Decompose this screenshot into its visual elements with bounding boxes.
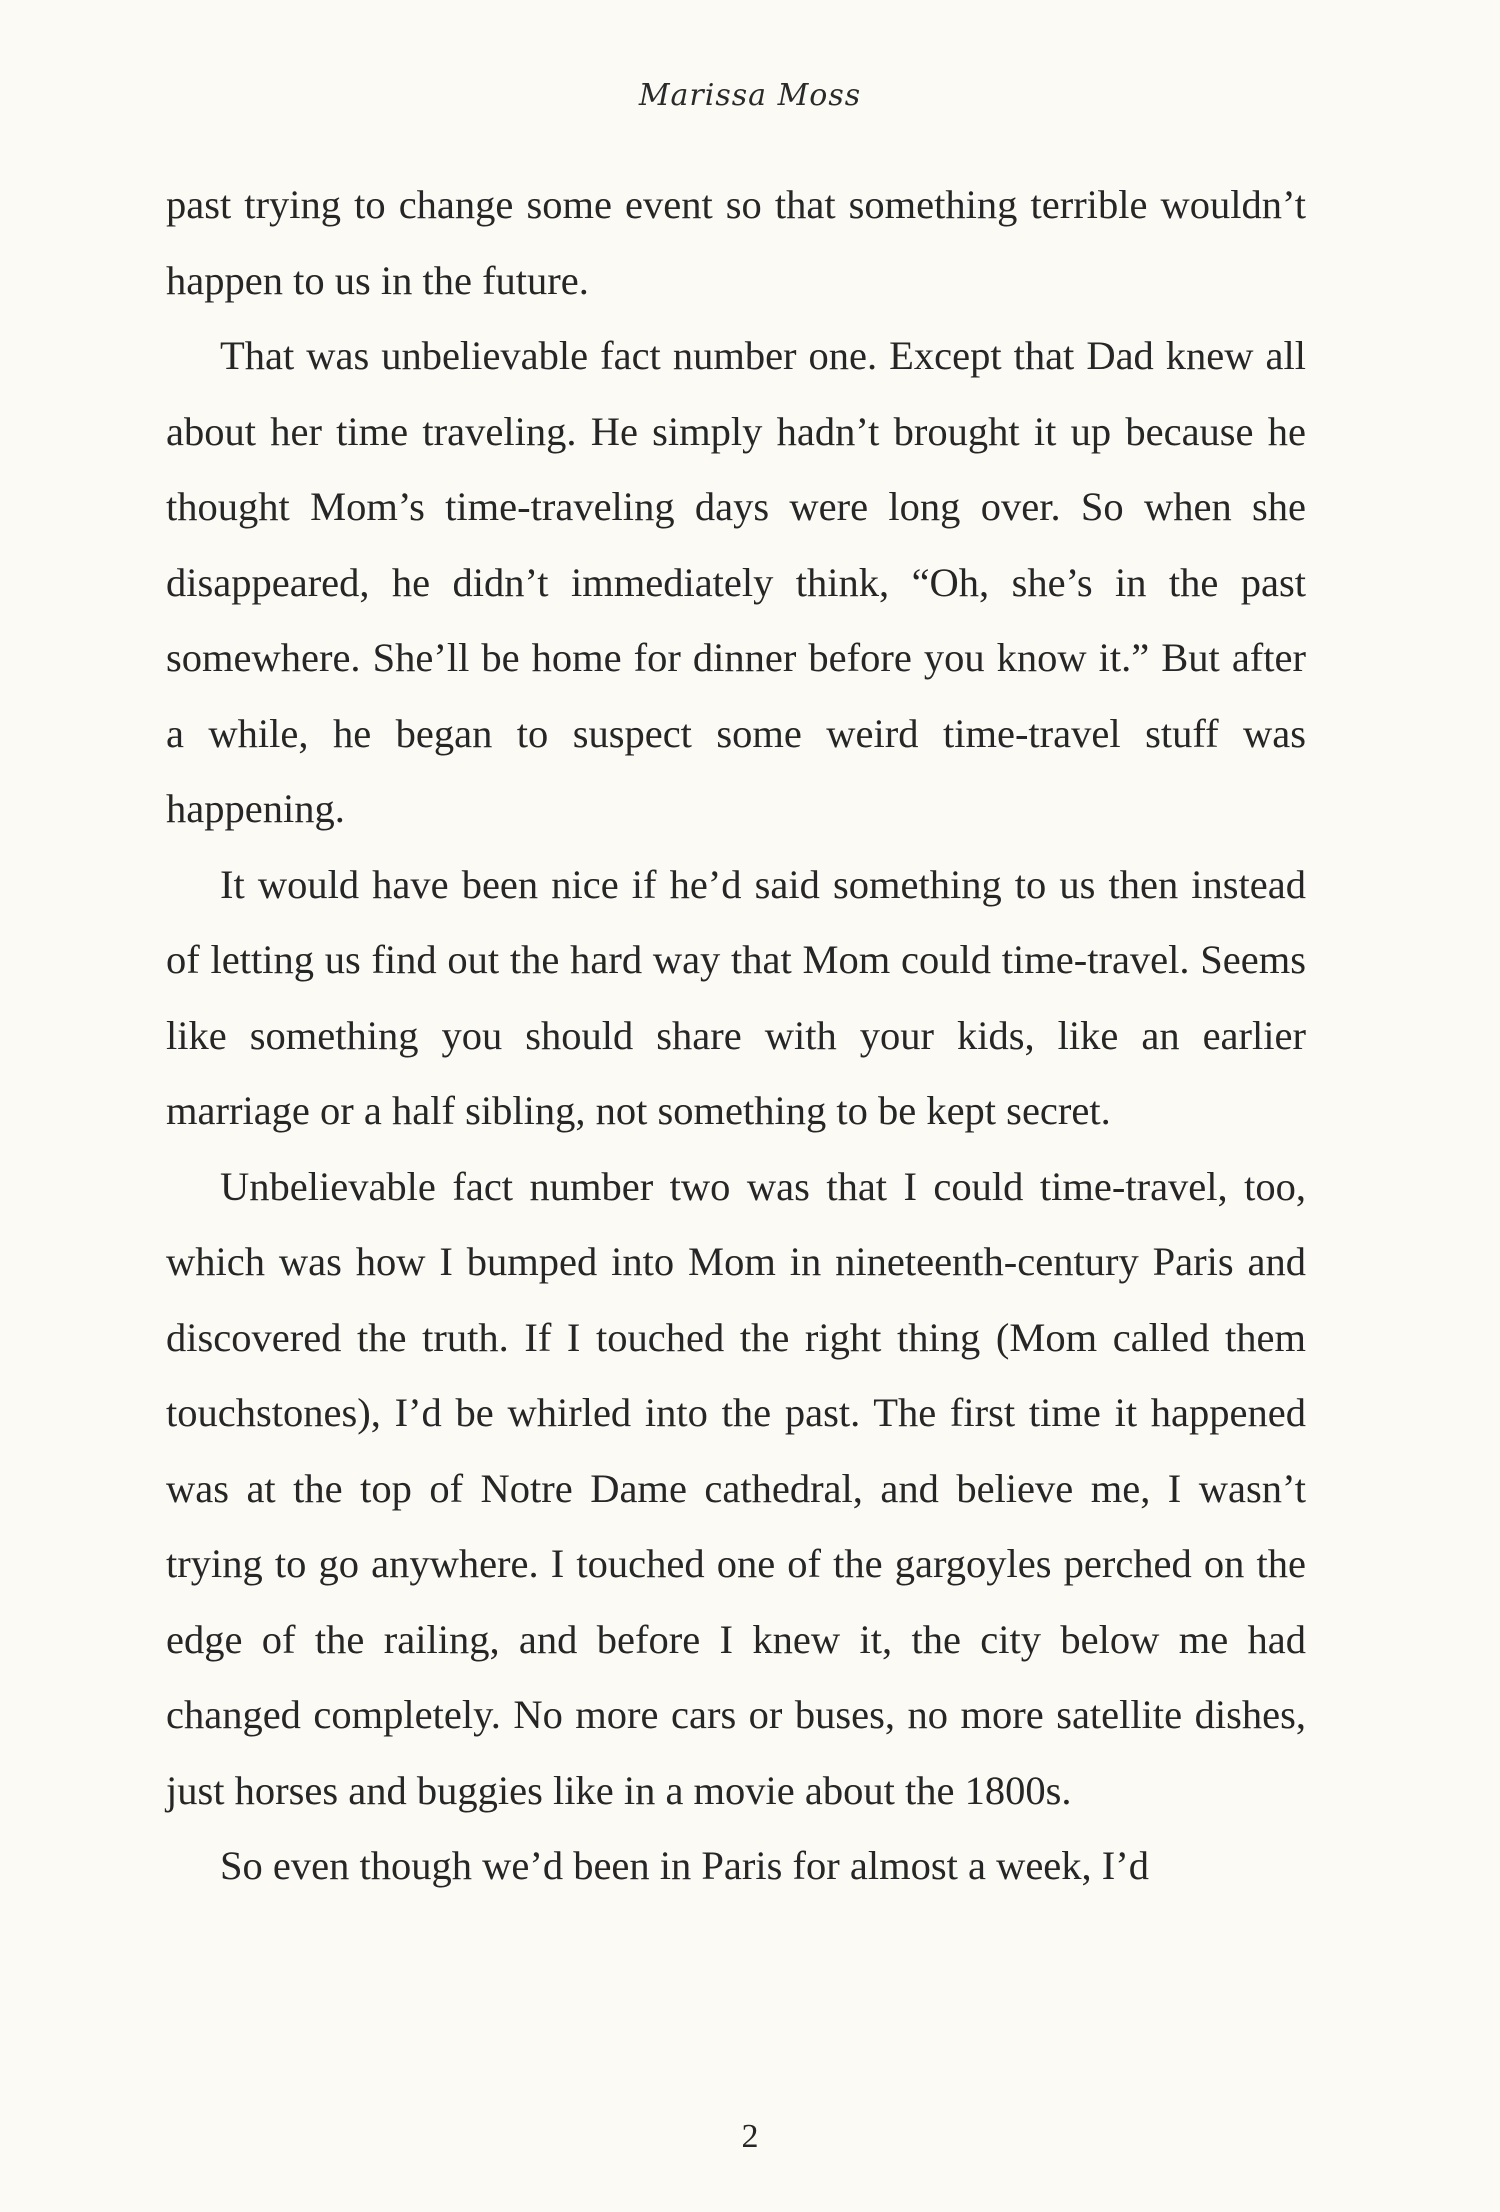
- page-number: 2: [741, 2118, 759, 2155]
- body-text: [166, 167, 1306, 1904]
- paragraph-continued: past trying to change some event so that something terrible wouldn’t happen to us in the future.: [166, 182, 1306, 303]
- paragraph: It would have been nice if he’d said something to us then instead of letting us find out the hard way that Mom could time-travel. Seems like something you should share with your kids, like an earlier marriage or a half sibling, not something to be kept secret.: [166, 861, 1306, 1133]
- paragraph: So even though we’d been in Paris for almost a week, I’d: [220, 1843, 1150, 1888]
- paragraph: Unbelievable fact number two was that I could time-travel, too, which was how I bumped into Mom in nineteenth-century Paris and discovered the truth. If I touched the right thing (Mom called them touchstones), I’d be whirled into the past. The first time it happened was at the top of Notre Dame cathedral, and believe me, I wasn’t trying to go anywhere. I touched one of the gargoyles perched on the edge of the railing, and before I knew it, the city below me had changed completely. No more cars or buses, no more satellite dishes, just horses and buggies like in a movie about the 1800s.: [166, 1163, 1306, 1813]
- paragraph: That was unbelievable fact number one. Except that Dad knew all about her time traveling. He simply hadn’t brought it up because he thought Mom’s time-traveling days were long over. So when she disappeared, he didn’t immediately think, “Oh, she’s in the past somewhere. She’ll be home for dinner before you know it.” But after a while, he began to suspect some weird time-travel stuff was happening.: [166, 333, 1306, 831]
- running-head-author: Marissa Moss: [638, 78, 862, 113]
